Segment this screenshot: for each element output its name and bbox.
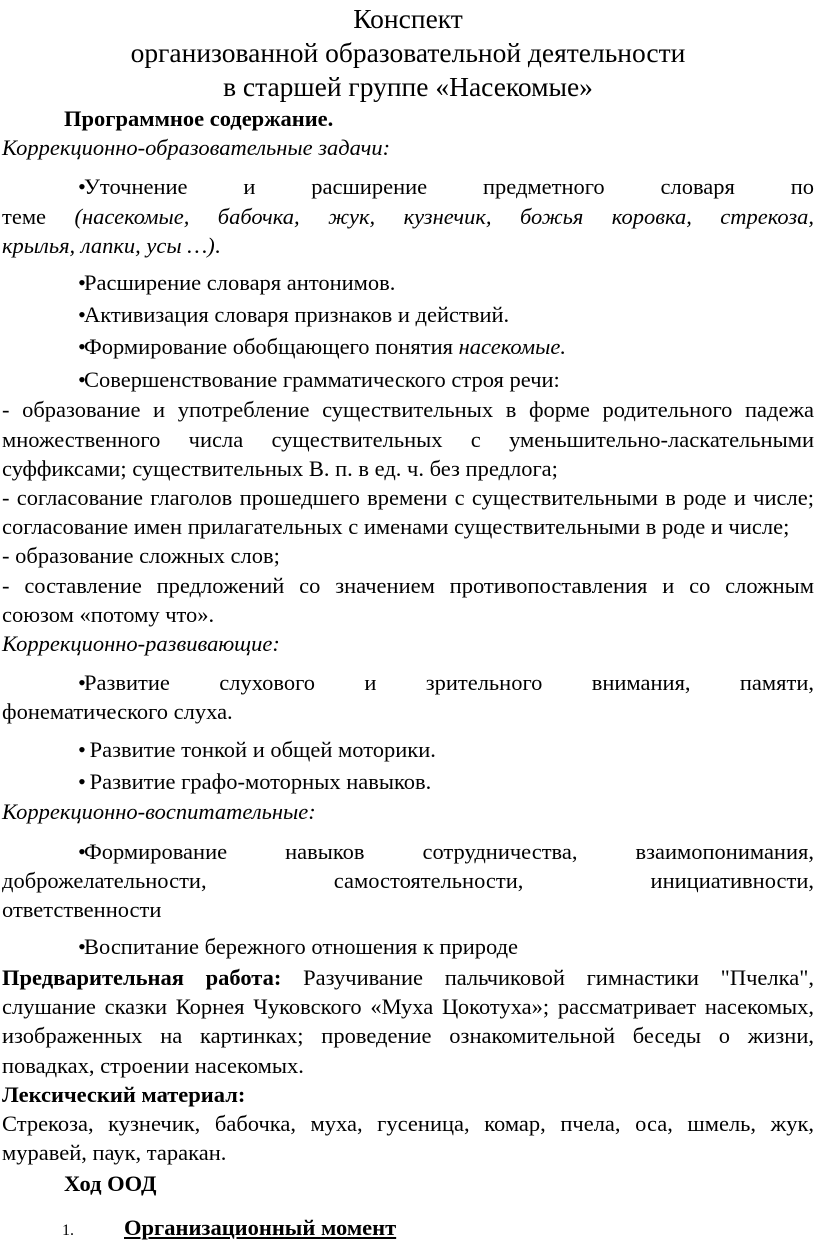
list-item	[2, 827, 814, 866]
list-item	[2, 162, 814, 201]
preliminary-label: Предварительная работа:	[2, 964, 282, 990]
item-text-italic: (насекомые, бабочка, жук, кузнечик, божья коровка, стрекоза,	[74, 203, 815, 229]
correction-edu-heading: Коррекционно-образовательные задачи:	[2, 135, 391, 161]
item-text: Активизация словаря признаков и действий.	[84, 302, 510, 328]
list-item	[2, 260, 814, 299]
list-item-continuation	[2, 202, 814, 231]
list-item-continuation	[2, 231, 814, 260]
list-item-continuation: доброжелательности, самостоятельности, инициативности,	[2, 867, 814, 893]
list-item-continuation: фонематического слуха.	[2, 699, 233, 725]
paragraph: - образование сложных слов;	[2, 543, 280, 569]
item-text-italic: насекомые.	[458, 334, 566, 360]
correction-upb-heading: Коррекционно-воспитательные:	[2, 799, 316, 825]
bullet-icon: •	[78, 366, 86, 392]
list-item	[2, 765, 814, 797]
preliminary-work	[2, 963, 814, 1080]
course-heading: Ход ООД	[64, 1171, 157, 1197]
item-text: Формирование навыков сотрудничества, взаимопонимания,	[84, 838, 814, 864]
list-item	[2, 299, 814, 331]
bullet-icon: •	[78, 334, 86, 360]
item-text: Развитие тонкой и общей моторики.	[84, 736, 436, 762]
bullet-icon: •	[78, 736, 86, 762]
preliminary-text: Разучивание пальчиковой гимнастики "Пчелка", слушание сказки Корнея Чуковского «Муха Цокотуха»; рассматривает насекомых, изображенных на картинках; проведение ознакомительной беседы о жизни, повадках, строении насекомых.	[2, 964, 815, 1078]
list-item	[2, 727, 814, 766]
item-text: Уточнение и расширение предметного словаря по	[84, 174, 814, 200]
program-heading: Программное содержание.	[64, 106, 334, 131]
paragraph: - образование и употребление существительных в форме родительного падежа множественного числа существительных с уменьшительно-ласкательными суффиксами; существительных В. п. в ед. ч. без предлога;	[2, 397, 814, 481]
item-text: Воспитание бережного отношения к природе	[84, 934, 519, 960]
bullet-icon: •	[78, 270, 86, 296]
title-line-1: Конспект	[353, 3, 463, 34]
lexical-label: Лексический материал:	[2, 1081, 246, 1107]
bullet-icon: •	[78, 934, 86, 960]
list-item	[2, 658, 814, 697]
list-item-continuation: ответственности	[2, 897, 162, 923]
bullet-icon: •	[78, 838, 86, 864]
paragraph: - составление предложений со значением противопоставления и со сложным союзом «потому что».	[2, 572, 814, 627]
item-text: Формирование обобщающего понятия	[84, 334, 459, 360]
paragraph: - согласование глаголов прошедшего времени с существительными в роде и числе; согласование имен прилагательных с именами существительными в роде и числе;	[2, 484, 814, 540]
step-title: Организационный момент	[124, 1214, 397, 1240]
item-text: Развитие графо-моторных навыков.	[84, 768, 432, 794]
title-line-3: в старшей группе «Насекомые»	[223, 71, 593, 102]
item-text-italic: крылья, лапки, усы …)	[2, 232, 215, 258]
document-title	[2, 2, 814, 104]
item-text: Расширение словаря антонимов.	[84, 270, 396, 296]
item-number: 1.	[62, 1221, 74, 1239]
item-text: Совершенствование грамматического строя речи:	[84, 366, 560, 392]
lexical-text: Стрекоза, кузнечик, бабочка, муха, гусеница, комар, пчела, оса, шмель, жук, муравей, паук, таракан.	[2, 1111, 814, 1166]
list-item	[2, 924, 814, 963]
bullet-icon: •	[78, 768, 86, 794]
list-item	[2, 331, 814, 363]
list-item	[2, 363, 814, 395]
item-text: теме	[2, 203, 75, 229]
item-text: .	[214, 232, 221, 258]
bullet-icon: •	[78, 670, 86, 696]
correction-dev-heading: Коррекционно-развивающие:	[2, 630, 280, 656]
numbered-item	[2, 1213, 814, 1245]
bullet-icon: •	[78, 174, 86, 200]
bullet-icon: •	[78, 302, 86, 328]
item-text: Развитие слухового и зрительного внимания, памяти,	[84, 670, 814, 696]
title-line-2: организованной образовательной деятельности	[130, 37, 686, 68]
